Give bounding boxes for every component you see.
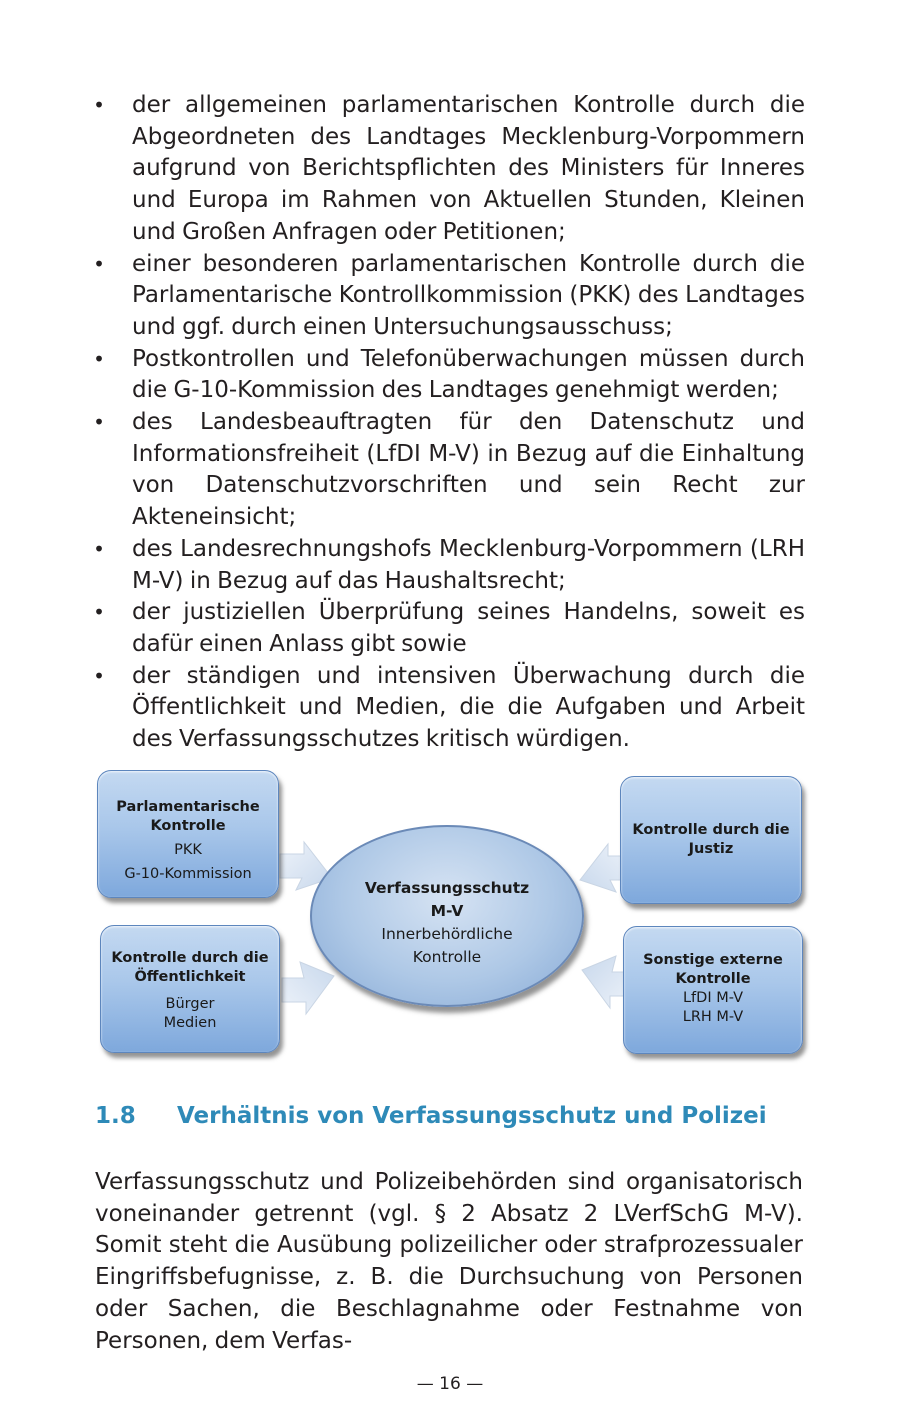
list-item <box>93 249 805 344</box>
list-item <box>93 597 805 660</box>
box-parliamentary-control <box>97 770 279 898</box>
list-item-text: der allgemeinen parlamentarischen Kontrolle durch die Abgeordneten des Landtages Mecklenburg-Vorpommern aufgrund von Berichtspflichten des Ministers für Inneres und Europa im Rahmen von Aktuellen Stunden, Kleinen und Großen Anfragen oder Petitionen; <box>132 92 805 245</box>
bullet-dot: • <box>93 410 105 435</box>
list-item-text: Postkontrollen und Telefonüberwachungen müssen durch die G-10-Kommission des Landtages genehmigt werden; <box>132 345 805 404</box>
section-title: Verhältnis von Verfassungsschutz und Polizei <box>177 1103 767 1129</box>
box-title: Kontrolle durch die <box>632 822 790 838</box>
box-public-control <box>100 925 280 1053</box>
bullet-dot: • <box>93 536 105 561</box>
bullet-dot: • <box>93 251 105 276</box>
center-ellipse <box>310 825 584 1007</box>
bullet-dot: • <box>93 600 105 625</box>
center-title: Verfassungsschutz <box>364 879 530 897</box>
list-item <box>93 661 805 756</box>
box-text: LfDI M-V <box>682 990 744 1006</box>
bullet-list <box>93 90 805 756</box>
box-judicial-control <box>620 776 802 904</box>
control-diagram <box>90 762 815 1062</box>
box-text: PKK <box>174 842 202 858</box>
bullet-dot: • <box>93 93 105 117</box>
box-title: Kontrolle <box>675 971 751 987</box>
box-title: Sonstige externe <box>643 952 783 968</box>
body-paragraph: Verfassungsschutz und Polizeibehörden sind organisatorisch voneinander getrennt (vgl. § 2 Absatz 2 LVerfSchG M-V). Somit steht die Ausübung polizeilicher oder strafprozessualer Eingriffsbefugnisse, z. B. die Durchsuchung von Personen oder Sachen, die Beschlagnahme oder Festnahme von Personen, dem Verfas- <box>95 1169 803 1354</box>
bullet-dot: • <box>93 663 105 688</box>
list-item-text: einer besonderen parlamentarischen Kontrolle durch die Parlamentarische Kontrollkommission (PKK) des Landtages und ggf. durch einen Untersuchungsausschuss; <box>132 250 805 340</box>
list-item-text: des Landesbeauftragten für den Datenschutz und Informationsfreiheit (LfDI M-V) in Bezug auf die Einhaltung von Datenschutzvorschriften und sein Recht zur Akteneinsicht; <box>132 409 805 531</box>
center-text: Kontrolle <box>412 948 482 966</box>
box-title: Parlamentarische <box>116 799 260 815</box>
box-text: Bürger <box>165 996 215 1012</box>
center-title: M-V <box>430 902 464 920</box>
section-number: 1.8 <box>95 1103 136 1129</box>
center-text: Innerbehördliche <box>381 925 513 943</box>
box-title: Kontrolle durch die <box>111 950 269 966</box>
box-text: LRH M-V <box>682 1009 744 1025</box>
box-title: Öffentlichkeit <box>134 969 246 985</box>
box-external-control <box>623 926 803 1054</box>
box-title: Justiz <box>688 841 734 857</box>
list-item-text: des Landesrechnungshofs Mecklenburg-Vorpommern (LRH M-V) in Bezug auf das Haushaltsrecht; <box>132 535 805 594</box>
page-number: — 16 — <box>416 1374 484 1394</box>
bullet-dot: • <box>93 346 105 371</box>
list-item <box>93 534 805 597</box>
box-text: G-10-Kommission <box>124 866 252 882</box>
list-item-text: der ständigen und intensiven Überwachung durch die Öffentlichkeit und Medien, die die Aufgaben und Arbeit des Verfassungsschutzes kritisch würdigen. <box>132 662 805 753</box>
box-title: Kontrolle <box>150 818 226 834</box>
list-item <box>93 344 805 407</box>
list-item <box>93 407 805 534</box>
section-heading <box>95 1103 767 1129</box>
list-item-text: der justiziellen Überprüfung seines Handelns, soweit es dafür einen Anlass gibt sowie <box>132 599 805 657</box>
list-item <box>93 90 805 249</box>
box-text: Medien <box>163 1015 217 1031</box>
